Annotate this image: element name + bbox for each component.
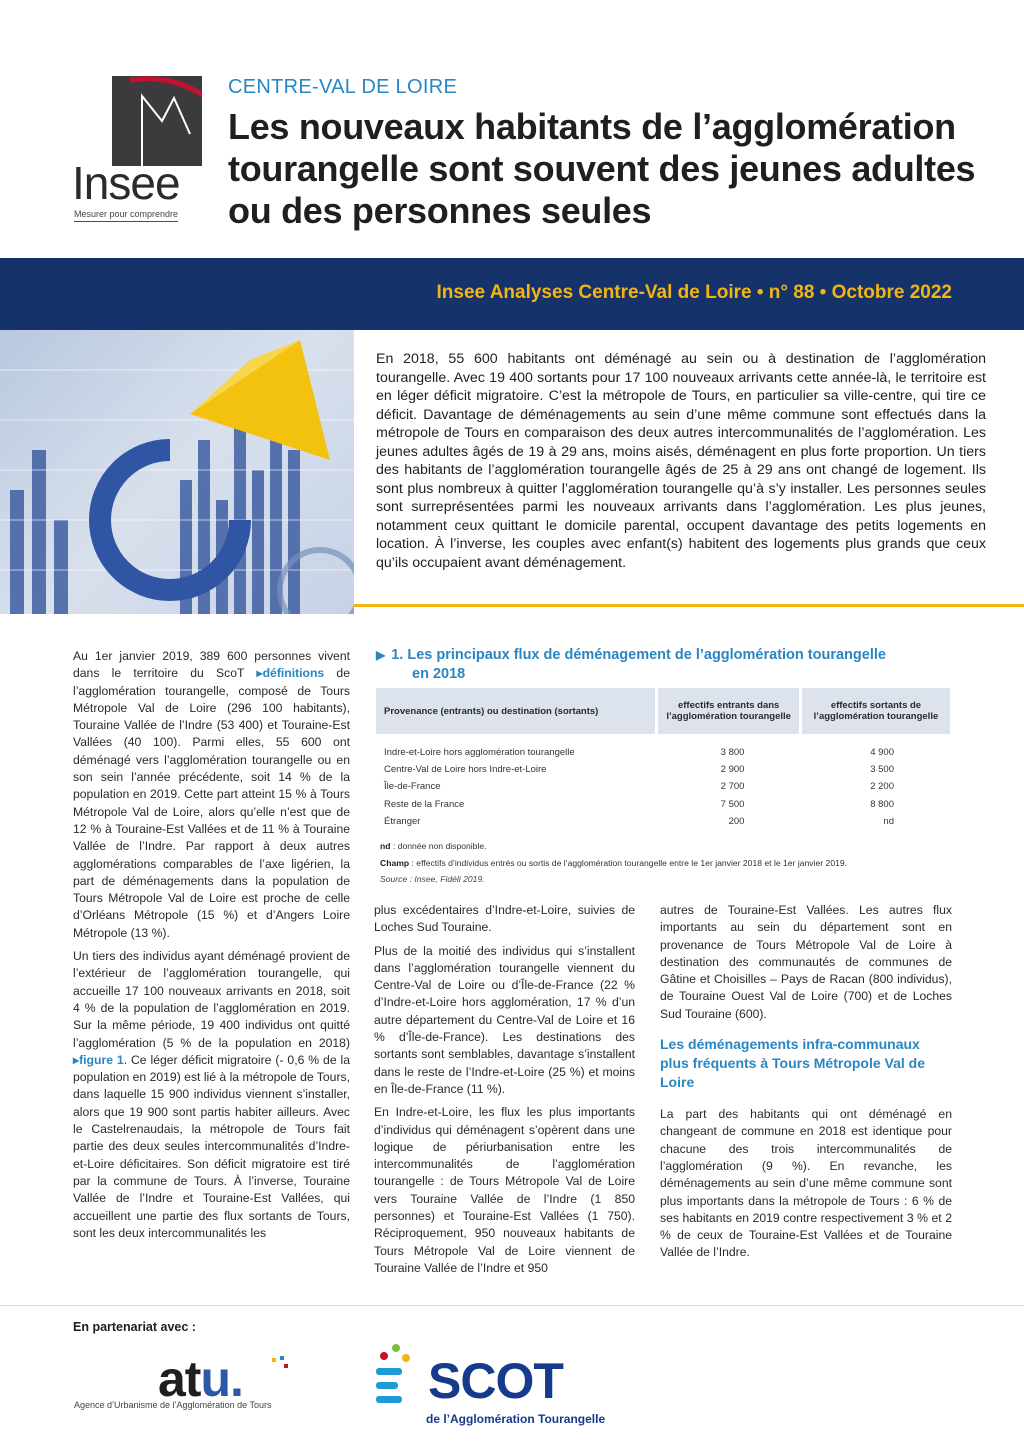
insee-logo-mark-icon [112, 76, 202, 166]
table-cell: 2 200 [870, 781, 894, 793]
paragraph: autres de Touraine-Est Vallées. Les autres flux importants au sein du département sont en provenance de Tours Métropole Val de Loire à destination des communautés de communes de Gâtine et Choisilles – Pays de Racan (800 individus), de Touraine Ouest Val de Loire (700) et de Loches Sud Touraine (600). [660, 903, 952, 1021]
table-cell: 2 900 [720, 764, 745, 776]
paragraph-text: . Ce léger déficit migratoire (- 0,6 % de la population en 2019) est lié à la métropole de Tours, dans laquelle 15 900 individus viennent s’installer, alors que 19 900 sont partis habiter ailleurs. Avec le Castelrenaudais, la métropole de Tours fait partie des deux seules intercommunalités d’Indre-et-Loire déficitaires. Son déficit migratoire est tiré par la commune de Tours. À l’inverse, Touraine Vallée de l’Indre et Touraine-Est Vallées, qui accueillent une partie des flux sortants de Tours, sont les deux intercommunalités les [73, 1052, 351, 1240]
publication-reference: Insee Analyses Centre-Val de Loire • n° 88 • Octobre 2022 [436, 282, 952, 303]
table-cell: 3 500 [870, 764, 894, 776]
paragraph-text: de l’agglomération tourangelle, composé de Tours Métropole Val de Loire (296 100 habitants), Touraine Vallée de l’Indre (53 400) et Touraine-Est Vallées (40 100). Parmi elles, 55 600 ont déménagé vers l’agglomération tourangelle ou en son sein l’année précédente, soit 14 % de la population en 2019. Cette part atteint 15 % à Tours Métropole Val de Loire, alors qu’elle n’est que de 12 % à Touraine-Est Vallées et de 11 % à Touraine Vallée de l’Indre. Par rapport à deux autres agglomérations comparables de l’axe ligérien, la part de déménagements dans la population de Tours Métropole Val de Loire est proche de celle d’Orléans Métropole (15 %) et d’Angers Loire Métropole (13 %). [73, 666, 350, 940]
paragraph [73, 948, 350, 1242]
table-cell: Indre-et-Loire hors agglomération tourangelle [384, 747, 575, 758]
atu-logo-letters: at [158, 1351, 201, 1407]
insee-logo-word: Insee [72, 157, 180, 209]
text-column-2 [374, 902, 635, 1283]
note-text: Source : Insee, Fidéli 2019. [380, 874, 485, 884]
figure-title-line-2: en 2018 [412, 666, 466, 682]
atu-logo-subtitle: Agence d’Urbanisme de l’Agglomération de Tours [74, 1400, 272, 1410]
partner-label: En partenariat avec : [73, 1320, 196, 1334]
paragraph: La part des habitants qui ont déménagé en changeant de commune en 2018 est identique pour chacune des trois intercommunalités de l’agglomération (9 %). En revanche, les déménagements au sein d’une même commune sont plus importants dans la métropole de Tours : 6 % de ses habitants en 2019 contre respectivement 3 % et 2 % de ceux de Touraine-Est Vallées et de Touraine Vallée de l’Indre. [660, 1107, 952, 1260]
table-cell: 200 [728, 816, 745, 828]
atu-logo-letters: u. [200, 1351, 243, 1407]
scot-logo [372, 1342, 606, 1428]
table-cell: 3 800 [720, 747, 745, 758]
table-cell: Centre-Val de Loire hors Indre-et-Loire [384, 764, 547, 776]
atu-dots-icon [270, 1356, 290, 1372]
note-text: : effectifs d’individus entrés ou sortis de l’agglomération tourangelle entre le 1er janvier 2018 et le 1er janvier 2019. [409, 857, 848, 868]
note-key: Champ [380, 857, 410, 868]
paragraph: Plus de la moitié des individus qui s’installent dans l’agglomération tourangelle viennent du Centre-Val de Loire ou d’Île-de-France (22 % d’Indre-et-Loire hors agglomération, 17 % d’un autre département du Centre-Val de Loire et 16 % d’Île-de-France). Les destinations des sortants sont semblables, davantage s’installent dans le reste de l’Indre-et-Loire (25 %) et moins en Île-de-France (11 %). [374, 943, 635, 1096]
scot-dots-icon [372, 1342, 428, 1412]
page-title: Les nouveaux habitants de l’agglomération tourangelle sont souvent des jeunes adultes ou des personnes seules [228, 106, 976, 231]
table-cell: nd [883, 816, 894, 828]
table-row [376, 813, 950, 830]
table-cell: 7 500 [720, 798, 745, 810]
table-cell: 2 700 [720, 781, 745, 793]
note-text: : donnée non disponible. [390, 841, 487, 851]
figure-title-line-1: 1. Les principaux flux de déménagement de l’agglomération tourangelle [391, 647, 886, 663]
scot-logo-subtitle: de l’Agglomération Tourangelle [426, 1412, 606, 1426]
table-cell: 4 900 [870, 747, 894, 758]
paragraph: plus excédentaires d’Indre-et-Loire, suivies de Loches Sud Touraine. [374, 903, 635, 935]
text-column-1 [73, 648, 350, 1248]
table-cell: Reste de la France [384, 798, 465, 810]
paragraph-text: Au 1er janvier 2019, 389 600 personnes vivent dans le territoire du ScoT [73, 649, 350, 681]
table-row [376, 778, 950, 795]
figure-notes [380, 838, 960, 888]
scot-logo-word: SCOT [428, 1353, 563, 1409]
note-nd [380, 838, 960, 855]
figure-1-link[interactable]: ▸figure 1 [73, 1052, 124, 1067]
text-column-3 [660, 902, 952, 1268]
table-header-cell: effectifs sortants de l’agglomération tourangelle [800, 688, 950, 734]
figure-table [376, 688, 950, 830]
region-label: CENTRE-VAL DE LOIRE [228, 76, 458, 98]
abstract: En 2018, 55 600 habitants ont déménagé au sein ou à destination de l’agglomération tourangelle. Avec 19 400 sortants pour 17 100 nouveaux arrivants cette année-là, le territoire est en léger déficit migratoire. C’est la métropole de Tours, en particulier sa ville-centre, qui tire ce déficit. Davantage de déménagements au sein d’une même commune sont effectués dans la métropole de Tours en comparaison des deux autres intercommunalités de l’agglomération. Les jeunes adultes âgés de 19 à 29 ans, moins aisés, déménagent en plus forte proportion. Un tiers des habitants de l’agglomération tourangelle âgés de 25 à 29 ans ont changé de logement. Ils sont plus nombreux à quitter l’agglomération tourangelle qu’à s’y installer. Les personnes seules sont surreprésentées parmi les nouveaux arrivants dans l’agglomération. Les plus jeunes, notamment ceux quittant le domicile parental, occupent davantage des petits logements en location. À l’inverse, les couples avec enfant(s) habitent des logements plus grands que ceux qu’ils occupaient avant déménagement. [376, 351, 986, 571]
table-header-cell: effectifs entrants dans l’agglomération tourangelle [657, 688, 801, 734]
definitions-link[interactable]: ▸définitions [256, 666, 325, 681]
abstract-divider [354, 604, 1024, 607]
paragraph-text: Un tiers des individus ayant déménagé provient de l’extérieur de l’agglomération tourangelle, qui accueille 17 100 nouveaux arrivants en 2018, soit 4 % de la population de l’agglomération en 2019. Sur la même période, 19 400 individus ont quitté l’agglomération (5 % de la population en 2018) [73, 949, 350, 1050]
paragraph [73, 648, 350, 942]
paragraph: En Indre-et-Loire, les flux les plus importants d’individus qui déménagent s’opèrent dans une logique de périurbanisation entre les intercommunalités de l’agglomération tourangelle : de Tours Métropole Val de Loire vers Touraine Vallée de l’Indre (1 850 personnes) et Touraine-Est Vallées (1 750). Réciproquement, 950 nouveaux habitants de Tours Métropole Val de Loire viennent de Touraine Vallée de l’Indre et 950 [374, 1105, 635, 1275]
table-cell: Étranger [384, 816, 421, 828]
section-heading: Les déménagements infra-communaux plus fréquents à Tours Métropole Val de Loire [660, 1036, 926, 1091]
insee-logo [72, 76, 202, 226]
atu-logo [74, 1350, 304, 1420]
note-key: nd [380, 841, 391, 851]
hero-charts-icon [0, 330, 354, 614]
triangle-bullet-icon: ▶ [376, 648, 386, 662]
note-source [380, 871, 960, 888]
table-row [376, 796, 950, 813]
table-row [376, 734, 950, 761]
publication-banner [0, 258, 1024, 330]
table-cell: Île-de-France [384, 781, 441, 793]
table-row [376, 761, 950, 778]
note-champ [380, 855, 960, 872]
figure-title [376, 646, 966, 684]
table-header-row [376, 688, 950, 734]
hero-image [0, 330, 354, 614]
insee-logo-tagline: Mesurer pour comprendre [74, 209, 178, 222]
footer-divider [0, 1305, 1024, 1306]
table-cell: 8 800 [870, 798, 894, 810]
table-header-cell: Provenance (entrants) ou destination (sortants) [376, 688, 657, 734]
